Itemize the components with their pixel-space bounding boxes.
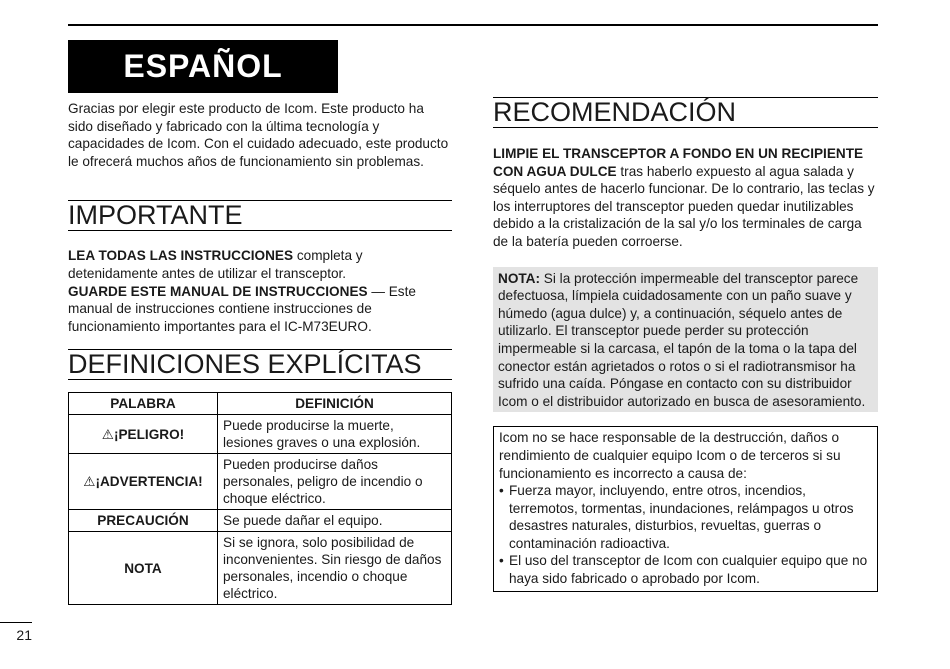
table-header-row: [69, 393, 452, 415]
list-item: • Fuerza mayor, incluyendo, entre otros, incendios, terremotos, tormentas, inundaciones, relámpagos u otros desastres naturales, disturbios, revueltas, guerras o contaminación radioactiva.: [499, 482, 872, 552]
table-row: [69, 454, 452, 510]
col-header-word: PALABRA: [69, 393, 218, 415]
top-rule: [68, 24, 878, 26]
definition-danger: Puede producirse la muerte, lesiones graves o una explosión.: [218, 415, 452, 454]
table-row: [69, 415, 452, 454]
disclaimer-list: [499, 482, 872, 588]
definition-note: Si se ignora, solo posibilidad de inconvenientes. Sin riesgo de daños personales, incendio o choque eléctrico.: [218, 532, 452, 605]
language-banner: ESPAÑOL: [68, 40, 338, 93]
list-item: • El uso del transceptor de Icom con cualquier equipo que no haya sido fabricado o aprobado por Icom.: [499, 552, 872, 587]
importante-p2-text: — Este manual de instrucciones contiene instrucciones de funcionamiento importantes para el IC-M73EURO.: [68, 283, 416, 334]
table-row: [69, 510, 452, 532]
recomendacion-text: tras haberlo expuesto al agua salada y séquelo antes de hacerlo funcionar. De lo contrario, las teclas y los interruptores del transceptor pueden quedar inutilizables debido a la cristalización de la sal y/o los terminales de carga de la batería pueden corroerse.: [493, 163, 875, 249]
left-column: [68, 100, 452, 605]
importante-title: IMPORTANTE: [68, 200, 452, 231]
disclaimer-box: [493, 426, 878, 591]
word-note: NOTA: [69, 532, 218, 605]
definition-warning: Pueden producirse daños personales, peligro de incendio o choque eléctrico.: [218, 454, 452, 510]
recomendacion-bold: LIMPIE EL TRANSCEPTOR A FONDO EN UN RECIPIENTE CON AGUA DULCE: [493, 146, 864, 179]
note-text: Si la protección impermeable del transceptor parece defectuosa, límpiela cuidadosamente con un paño suave y húmedo (agua dulce) y, a continuación, séquelo antes de utilizarlo. El transceptor puede perder su protección impermeable si la carcasa, el tapón de la toma o la tapa del conector están agrietados o rotos o si el radiotransmisor ha sufrido una caída. Póngase en contacto con su distribuidor Icom o el distribuidor autorizado en busca de asesoramiento.: [498, 270, 866, 409]
word-warning: ⚠¡ADVERTENCIA!: [69, 454, 218, 510]
table-row: [69, 532, 452, 605]
page-number: 21: [0, 622, 32, 643]
note-label: NOTA:: [498, 270, 541, 286]
word-caution: PRECAUCIÓN: [69, 510, 218, 532]
importante-p1-bold: LEA TODAS LAS INSTRUCCIONES: [68, 248, 294, 264]
word-danger: ⚠¡PELIGRO!: [69, 415, 218, 454]
note-paragraph: [498, 270, 873, 411]
recomendacion-title: RECOMENDACIÓN: [493, 97, 878, 128]
importante-paragraph-1: [68, 247, 452, 282]
note-box: [493, 267, 878, 413]
importante-p1-text: completa y detenidamente antes de utilizar el transceptor.: [68, 248, 363, 281]
col-header-definition: DEFINICIÓN: [218, 393, 452, 415]
definition-caution: Se puede dañar el equipo.: [218, 510, 452, 532]
intro-paragraph: Gracias por elegir este producto de Icom. Este producto ha sido diseñado y fabricado con la última tecnología y capacidades de Icom. Con el cuidado adecuado, este producto le ofrecerá muchos años de funcionamiento sin problemas.: [68, 101, 449, 169]
recomendacion-paragraph: [493, 145, 878, 251]
disclaimer-text: Icom no se hace responsable de la destrucción, daños o rendimiento de cualquier equipo Icom o de terceros si su funcionamiento es incorrecto a causa de:: [499, 430, 841, 481]
right-column: [493, 97, 878, 592]
importante-paragraph-2: [68, 283, 452, 336]
definitions-table: [68, 392, 452, 605]
definiciones-title: DEFINICIONES EXPLÍCITAS: [68, 349, 452, 380]
importante-p2-bold: GUARDE ESTE MANUAL DE INSTRUCCIONES: [68, 283, 368, 299]
